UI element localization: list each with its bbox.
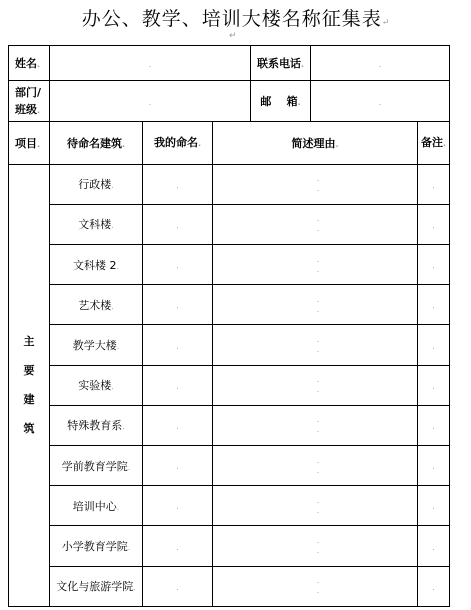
building-row bbox=[9, 526, 450, 566]
building-row bbox=[9, 446, 450, 486]
building-row bbox=[9, 285, 450, 325]
building-name: 实验楼. bbox=[50, 365, 143, 405]
building-name: 文科楼 2. bbox=[50, 245, 143, 285]
paragraph-mark: ↵ bbox=[229, 31, 237, 41]
reason-input[interactable]: . . bbox=[213, 285, 418, 325]
my-name-header: 我的命名. bbox=[143, 122, 213, 164]
building-row bbox=[9, 245, 450, 285]
notes-input[interactable]: . bbox=[418, 204, 450, 244]
phone-field[interactable]: . bbox=[311, 46, 450, 81]
reason-input[interactable]: . . bbox=[213, 566, 418, 606]
notes-header: 备注. bbox=[418, 122, 450, 164]
group-char: 建 bbox=[23, 393, 35, 407]
my-name-input[interactable]: . bbox=[143, 325, 213, 365]
my-name-input[interactable]: . bbox=[143, 526, 213, 566]
form-title-text: 办公、教学、培训大楼名称征集表 bbox=[81, 8, 382, 30]
building-name: 文化与旅游学院. bbox=[50, 566, 143, 606]
notes-input[interactable]: . bbox=[418, 566, 450, 606]
building-row bbox=[9, 365, 450, 405]
reason-input[interactable]: . . bbox=[213, 526, 418, 566]
applicant-name-row bbox=[9, 46, 450, 81]
building-row bbox=[9, 566, 450, 606]
building-row bbox=[9, 204, 450, 244]
reason-input[interactable]: . . bbox=[213, 325, 418, 365]
building-row bbox=[9, 164, 450, 204]
reason-input[interactable]: . . bbox=[213, 164, 418, 204]
building-name: 教学大楼. bbox=[50, 325, 143, 365]
paragraph-mark: ↵ bbox=[381, 18, 390, 28]
my-name-input[interactable]: . bbox=[143, 486, 213, 526]
notes-input[interactable]: . bbox=[418, 365, 450, 405]
phone-label: 联系电话. bbox=[251, 46, 311, 81]
my-name-input[interactable]: . bbox=[143, 204, 213, 244]
applicant-dept-row bbox=[9, 81, 450, 122]
dept-label: 部门/班级. bbox=[9, 81, 50, 122]
reason-input[interactable]: . . bbox=[213, 486, 418, 526]
building-name: 行政楼. bbox=[50, 164, 143, 204]
building-name: 小学教育学院. bbox=[50, 526, 143, 566]
notes-input[interactable]: . bbox=[418, 285, 450, 325]
reason-input[interactable]: . . bbox=[213, 405, 418, 445]
my-name-input[interactable]: . bbox=[143, 164, 213, 204]
my-name-input[interactable]: . bbox=[143, 446, 213, 486]
notes-input[interactable]: . bbox=[418, 526, 450, 566]
notes-input[interactable]: . bbox=[418, 245, 450, 285]
column-header-row bbox=[9, 122, 450, 164]
my-name-input[interactable]: . bbox=[143, 405, 213, 445]
building-name: 学前教育学院. bbox=[50, 446, 143, 486]
my-name-input[interactable]: . bbox=[143, 245, 213, 285]
notes-input[interactable]: . bbox=[418, 486, 450, 526]
naming-form-table bbox=[8, 45, 450, 607]
group-char: 主 bbox=[23, 335, 35, 349]
reason-input[interactable]: . . bbox=[213, 204, 418, 244]
main-buildings-group-label bbox=[9, 164, 50, 606]
building-name: 特殊教育系. bbox=[50, 405, 143, 445]
my-name-input[interactable]: . bbox=[143, 285, 213, 325]
reason-input[interactable]: . . bbox=[213, 365, 418, 405]
building-row bbox=[9, 405, 450, 445]
notes-input[interactable]: . bbox=[418, 405, 450, 445]
reason-input[interactable]: . . bbox=[213, 245, 418, 285]
name-field[interactable]: . bbox=[50, 46, 251, 81]
building-name: 文科楼. bbox=[50, 204, 143, 244]
form-title bbox=[0, 4, 471, 31]
building-row bbox=[9, 486, 450, 526]
building-name: 培训中心. bbox=[50, 486, 143, 526]
group-char: 要 bbox=[23, 364, 35, 378]
notes-input[interactable]: . bbox=[418, 446, 450, 486]
name-label: 姓名. bbox=[9, 46, 50, 81]
project-header: 项目. bbox=[9, 122, 50, 164]
building-header: 待命名建筑. bbox=[50, 122, 143, 164]
reason-header: 简述理由. bbox=[213, 122, 418, 164]
my-name-input[interactable]: . bbox=[143, 566, 213, 606]
email-label: 邮 箱. bbox=[251, 81, 311, 122]
my-name-input[interactable]: . bbox=[143, 365, 213, 405]
email-field[interactable]: . bbox=[311, 81, 450, 122]
building-row bbox=[9, 325, 450, 365]
dept-field[interactable]: . bbox=[50, 81, 251, 122]
building-name: 艺术楼. bbox=[50, 285, 143, 325]
reason-input[interactable]: . . bbox=[213, 446, 418, 486]
notes-input[interactable]: . bbox=[418, 325, 450, 365]
notes-input[interactable]: . bbox=[418, 164, 450, 204]
group-char: 筑 bbox=[23, 422, 35, 436]
